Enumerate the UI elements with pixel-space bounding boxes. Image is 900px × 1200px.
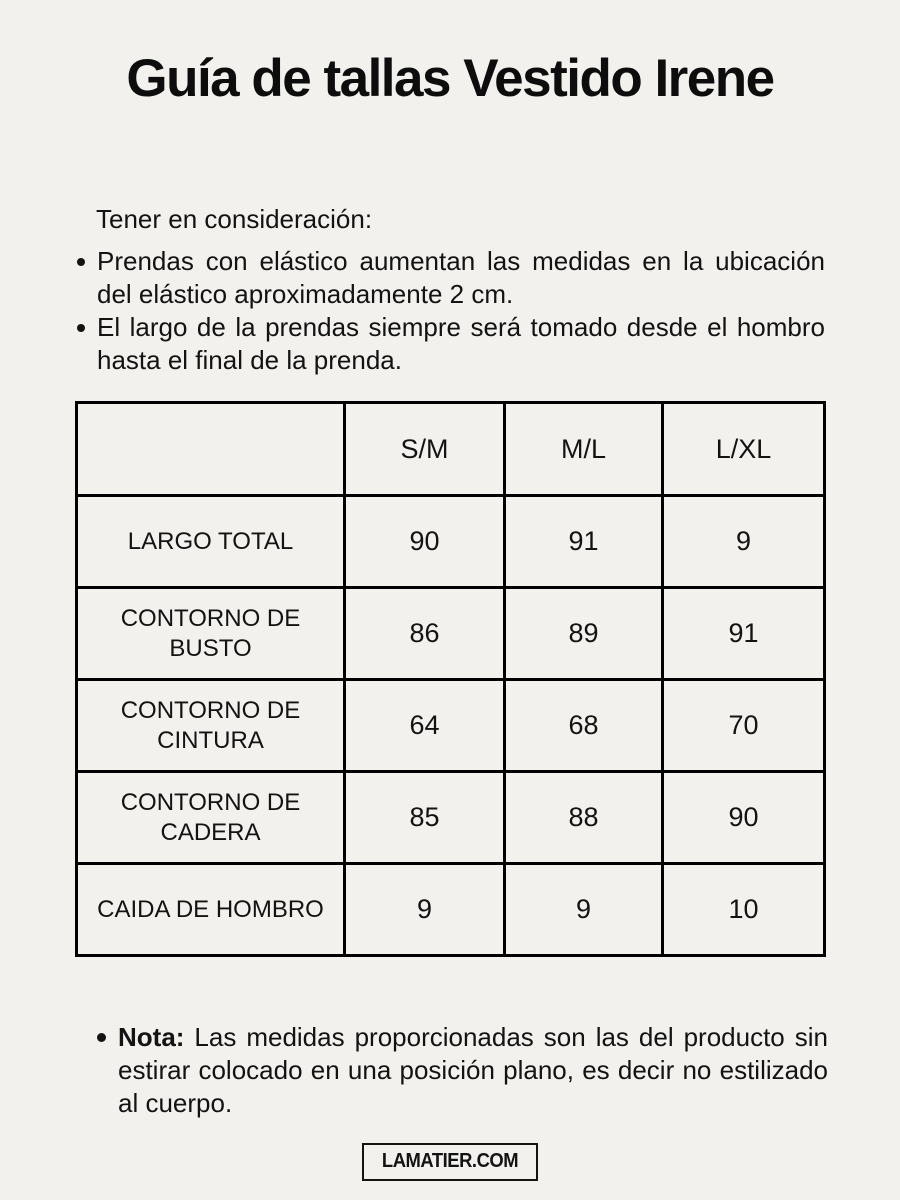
cell-value: 86	[345, 588, 505, 680]
table-header-ml: M/L	[505, 403, 663, 496]
size-table	[75, 401, 826, 957]
bullet-icon	[77, 324, 85, 332]
row-label: CONTORNO DE BUSTO	[77, 588, 345, 680]
row-label: CAIDA DE HOMBRO	[77, 864, 345, 956]
brand-text: LAMATIER.COM	[381, 1150, 519, 1172]
cell-value: 9	[663, 496, 825, 588]
bullet-icon	[77, 258, 85, 266]
considerations-section	[75, 203, 825, 377]
note-text: Las medidas proporcionadas son las del producto sin estirar colocado en una posición plano, es decir no estilizado al cuerpo.	[118, 1022, 828, 1118]
table-header-empty	[77, 403, 345, 496]
table-header-sm: S/M	[345, 403, 505, 496]
cell-value: 89	[505, 588, 663, 680]
cell-value: 91	[663, 588, 825, 680]
considerations-list	[75, 245, 825, 377]
size-table-section	[75, 401, 825, 957]
list-item	[75, 311, 825, 377]
page-title: Guía de tallas Vestido Irene	[126, 49, 774, 108]
list-item-text: El largo de la prendas siempre será tomado desde el hombro hasta el final de la prenda.	[97, 312, 825, 375]
note-label: Nota:	[118, 1022, 185, 1052]
footer	[0, 1143, 900, 1181]
cell-value: 85	[345, 772, 505, 864]
list-item	[75, 245, 825, 311]
table-header-lxl: L/XL	[663, 403, 825, 496]
list-item-text: Prendas con elástico aumentan las medidas en la ubicación del elástico aproximadamente 2 cm.	[97, 246, 825, 309]
cell-value: 90	[345, 496, 505, 588]
row-label: CONTORNO DE CINTURA	[77, 680, 345, 772]
table-row	[77, 864, 825, 956]
considerations-heading: Tener en consideración:	[96, 204, 373, 234]
cell-value: 90	[663, 772, 825, 864]
row-label: CONTORNO DE CADERA	[77, 772, 345, 864]
cell-value: 64	[345, 680, 505, 772]
cell-value: 70	[663, 680, 825, 772]
table-header-row	[77, 403, 825, 496]
bullet-icon	[97, 1033, 106, 1042]
note-section	[97, 1021, 828, 1120]
cell-value: 9	[505, 864, 663, 956]
cell-value: 10	[663, 864, 825, 956]
table-row	[77, 772, 825, 864]
table-row	[77, 680, 825, 772]
row-label: LARGO TOTAL	[77, 496, 345, 588]
cell-value: 68	[505, 680, 663, 772]
cell-value: 9	[345, 864, 505, 956]
table-row	[77, 588, 825, 680]
cell-value: 91	[505, 496, 663, 588]
brand-box	[362, 1143, 538, 1181]
table-row	[77, 496, 825, 588]
cell-value: 88	[505, 772, 663, 864]
